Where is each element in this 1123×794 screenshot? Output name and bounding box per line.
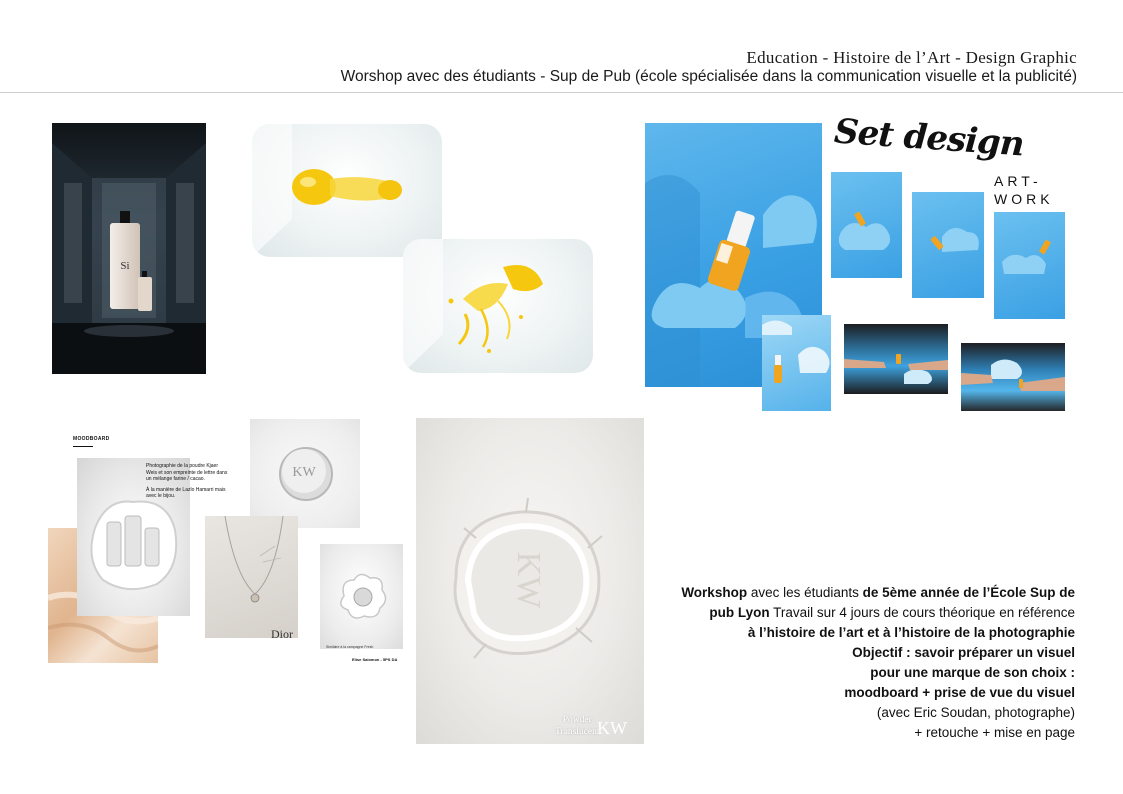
desc-line-1-b: de 5ème année de l’École Sup de [862, 585, 1075, 600]
thumb-cloud-illustration-3 [994, 212, 1065, 319]
thumb-cloud-illustration-2 [912, 192, 984, 298]
artwork-line-1: ART- [994, 173, 1042, 189]
perfume-illustration [52, 123, 206, 374]
desc-line-2-rest: Travail sur 4 jours de cours théorique en référence [769, 605, 1075, 620]
student-credit: Elise Salomon - 5PS DA [352, 657, 398, 662]
thumb-cloud-illustration-4 [762, 315, 831, 411]
set-design-thumb-3 [994, 212, 1065, 319]
desc-line-2-bold: pub Lyon [709, 605, 770, 620]
thumb-cloud-illustration [831, 172, 902, 278]
desc-line-6 [655, 683, 1075, 703]
page-title: Education - Histoire de l’Art - Design Graphic [746, 48, 1077, 67]
desc-line-1-a: avec les étudiants [747, 585, 863, 600]
svg-text:KW: KW [510, 551, 547, 609]
moodboard-description [146, 463, 230, 500]
desc-line-2 [655, 603, 1075, 623]
desc-line-1-bold: Workshop [681, 585, 748, 600]
desc-line-3 [655, 623, 1075, 643]
lemon-photo-2 [403, 239, 593, 373]
flower-imprint-illustration [320, 544, 403, 649]
desc-line-8: + retouche + mise en page [914, 725, 1075, 740]
svg-text:KW: KW [292, 465, 316, 480]
perfume-photo [52, 123, 206, 374]
set-design-title: Set design [832, 111, 1025, 165]
flower-caption: Similaire à la campagne Fresh [326, 645, 374, 649]
thumb-hands-illustration-2 [961, 343, 1065, 411]
moodboard-text-2: À la manière de Lazlo Hamarri mais avec le bijou. [146, 486, 226, 499]
lemon-splash-illustration [252, 124, 442, 257]
kw-compact-photo [250, 419, 360, 528]
header-divider [0, 92, 1123, 93]
desc-line-5-text: pour une marque de son choix : [870, 665, 1075, 680]
powder-imprint-illustration [416, 418, 644, 744]
page-subtitle: Worshop avec des étudiants - Sup de Pub (école spécialisée dans la communication visuelle et la publicité) [340, 68, 1077, 85]
set-design-thumb-6 [961, 343, 1065, 411]
powder-caption-1: Powder [562, 715, 592, 725]
desc-line-4-text: Objectif : savoir préparer un visuel [852, 645, 1075, 660]
kw-compact-illustration [250, 419, 360, 528]
svg-text:Si: Si [120, 260, 130, 272]
dior-necklace-photo [205, 516, 298, 638]
desc-line-1 [655, 583, 1075, 603]
desc-line-5 [655, 663, 1075, 683]
moodboard-text-1: Photographie de la poudre Kjaer Weis et son empreinte de lettre dans un mélange farine / cacao. [146, 463, 228, 482]
moodboard-label: MOODBOARD [73, 436, 110, 442]
set-design-thumb-4 [762, 315, 831, 411]
desc-line-6-text: moodboard + prise de vue du visuel [844, 685, 1075, 700]
desc-line-4 [655, 643, 1075, 663]
desc-line-3-text: à l’histoire de l’art et à l’histoire de la photographie [747, 625, 1075, 640]
desc-line-7: (avec Eric Soudan, photographe) [876, 705, 1075, 720]
dior-logo-text: Dior [271, 627, 293, 641]
lemon-burst-illustration [403, 239, 593, 373]
flower-imprint-photo [320, 544, 403, 649]
set-design-thumb-5 [844, 324, 948, 394]
workshop-description [655, 583, 1075, 743]
necklace-illustration [205, 516, 298, 638]
moodboard-underline [73, 446, 93, 447]
kw-powder-final-photo [416, 418, 644, 744]
kw-logo-mark: KW [597, 718, 627, 738]
set-design-thumb-2 [912, 192, 984, 298]
powder-caption [555, 714, 600, 738]
artwork-label [994, 172, 1074, 208]
lemon-photo-1 [252, 124, 442, 257]
set-design-thumb-1 [831, 172, 902, 278]
thumb-hands-illustration [844, 324, 948, 394]
artwork-line-2: WORK [994, 191, 1054, 207]
powder-caption-2: Translucent [555, 727, 600, 737]
